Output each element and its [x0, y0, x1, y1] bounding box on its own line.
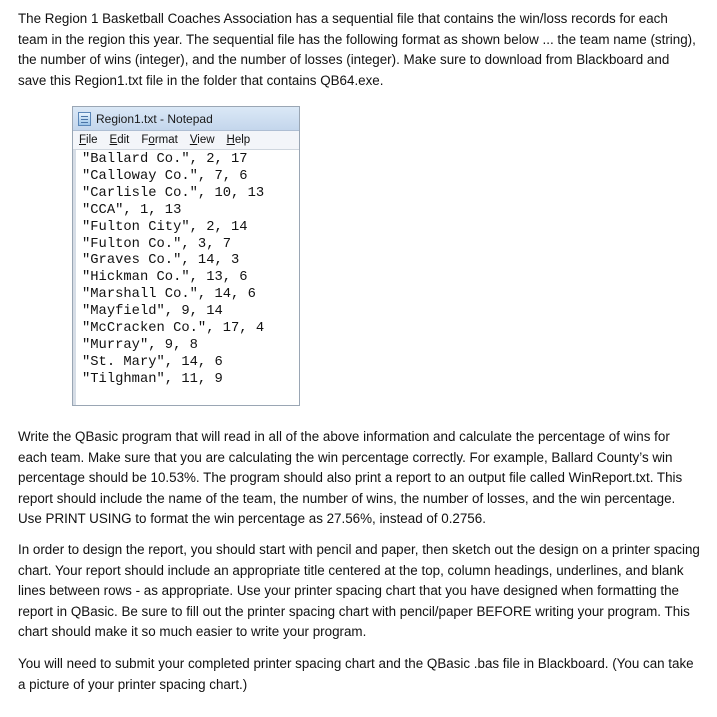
menu-help-accesskey: H: [226, 134, 235, 146]
menu-file-accesskey: F: [79, 134, 87, 146]
file-line: "Marshall Co.", 14, 6: [82, 287, 256, 303]
file-line: "Fulton City", 2, 14: [82, 219, 248, 235]
file-line: "McCracken Co.", 17, 4: [82, 321, 265, 337]
task-paragraph: Write the QBasic program that will read in all of the above information and calculate the percentage of wins for each team. Make sure that you are calculating the win percentage correctly. For example, Ballard County’s win percentage should be 10.53%. The program should also print a report to an output file called WinReport.txt. This report should include the name of the team, the number of wins, the number of losses, and the win percentage. Use PRINT USING to format the win percentage as 27.56%, instead of 0.2756.: [18, 429, 683, 526]
menu-help[interactable]: [227, 134, 251, 146]
notepad-titlebar: [73, 107, 299, 131]
notepad-icon: [78, 112, 91, 126]
menu-view-label: iew: [197, 134, 215, 146]
file-line: "Mayfield", 9, 14: [82, 304, 223, 320]
file-line: "St. Mary", 14, 6: [82, 354, 223, 370]
menu-edit-accesskey: E: [109, 134, 118, 146]
file-line: "Ballard Co.", 2, 17: [82, 152, 248, 167]
file-line: "Carlisle Co.", 10, 13: [82, 185, 265, 201]
file-line: "Graves Co.", 14, 3: [82, 253, 240, 269]
menu-format-accesskey: o: [148, 134, 155, 146]
file-line: "Murray", 9, 8: [82, 337, 198, 353]
menu-file-label: ile: [86, 134, 98, 146]
file-line: "Hickman Co.", 13, 6: [82, 270, 248, 286]
menu-format[interactable]: [141, 134, 177, 146]
menu-file[interactable]: [79, 134, 98, 146]
notepad-menubar: [73, 131, 299, 150]
file-line: "Fulton Co.", 3, 7: [82, 236, 232, 252]
file-line: "Tilghman", 11, 9: [82, 371, 223, 387]
design-paragraph: In order to design the report, you should start with pencil and paper, then sketch out the design on a printer spacing chart. Your report should include an appropriate title centered at the top, column headings, underlines, and blank lines between rows - as appropriate. Use your printer spacing chart that you have designed when formatting the report in QBasic. Be sure to fill out the printer spacing chart with pencil/paper BEFORE writing your program. This chart should make it so much easier to write your program.: [18, 542, 700, 639]
menu-edit[interactable]: [110, 134, 130, 146]
notepad-window: [72, 106, 300, 406]
menu-help-label: elp: [234, 134, 251, 146]
menu-edit-label: dit: [117, 134, 130, 146]
file-line: "CCA", 1, 13: [82, 202, 182, 218]
notepad-text-area[interactable]: [73, 150, 299, 405]
file-line: "Calloway Co.", 7, 6: [82, 168, 248, 184]
intro-paragraph: The Region 1 Basketball Coaches Association has a sequential file that contains the win/loss records for each team in the region this year. The sequential file has the following format as shown below ... the team name (string), the number of wins (integer), and the number of losses (integer). Make sure to download from Blackboard and save this Region1.txt file in the folder that contains QB64.exe.: [18, 11, 696, 88]
notepad-title: Region1.txt - Notepad: [96, 111, 213, 126]
menu-format-prefix: F: [141, 134, 149, 146]
menu-view-accesskey: V: [189, 134, 198, 146]
submit-paragraph: You will need to submit your completed printer spacing chart and the QBasic .bas file in Blackboard. (You can take a picture of your printer spacing chart.): [18, 656, 694, 692]
menu-view[interactable]: [190, 134, 215, 146]
menu-format-label: rmat: [154, 134, 178, 146]
